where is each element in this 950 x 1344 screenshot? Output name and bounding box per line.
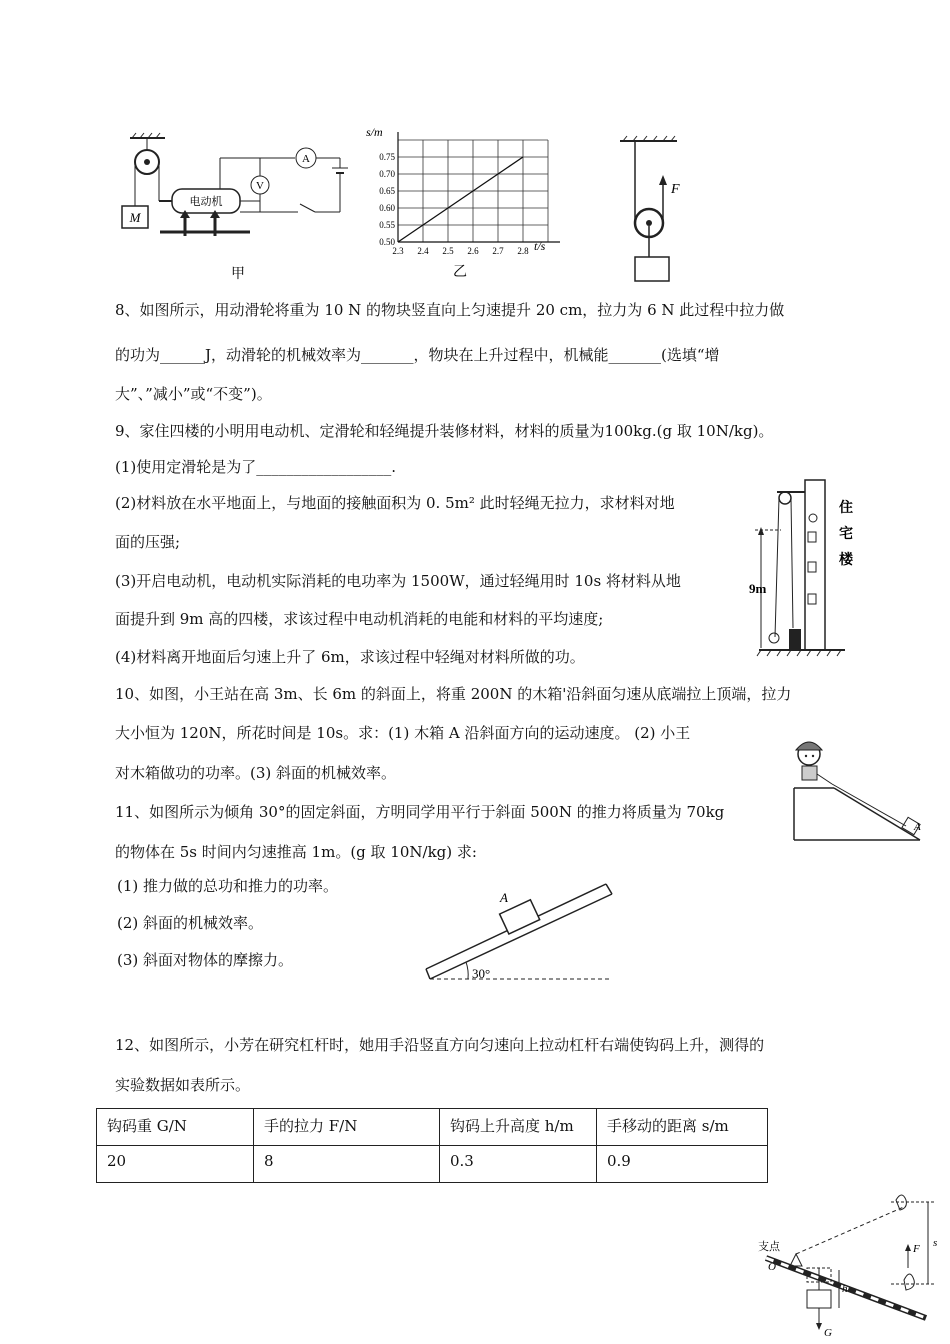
caption-yi: 乙 xyxy=(453,265,467,280)
f-label: F xyxy=(913,1243,920,1255)
q8-line-2: 的功为______J，动滑轮的机械效率为_______，物块在上升过程中，机械能_______(选填“增 xyxy=(115,346,720,364)
table-cell: 0.9 xyxy=(597,1146,768,1183)
s-label: s xyxy=(933,1237,938,1249)
q11-line-2: 的物体在 5s 时间内匀速推高 1m。(g 取 10N/kg) 求: xyxy=(115,843,477,861)
force-label: F xyxy=(671,182,680,197)
q11-part-3: (3) 斜面对物体的摩擦力。 xyxy=(117,951,294,969)
table-cell: 20 xyxy=(97,1146,254,1183)
block-label: A xyxy=(500,890,508,905)
chart-x-tick-label: 2.8 xyxy=(517,246,529,256)
chart-x-tick-label: 2.3 xyxy=(392,246,404,256)
q11-line-1: 11、如图所示为倾角 30°的固定斜面，方明同学用平行于斜面 500N 的推力将质量为 70kg xyxy=(115,803,725,821)
chart-x-axis-label: t/s xyxy=(534,239,546,253)
q10-line-2: 大小恒为 120N，所花时间是 10s。求：(1) 木箱 A 沿斜面方向的运动速度。 (2) 小王 xyxy=(115,724,691,742)
chart-y-tick-label: 0.55 xyxy=(379,220,395,230)
chart-x-tick-label: 2.4 xyxy=(417,246,429,256)
q9-line-1: 9、家住四楼的小明用电动机、定滑轮和轻绳提升装修材料，材料的质量为100kg.(g 取 10N/kg)。 xyxy=(115,422,774,440)
motor-label: 电动机 xyxy=(189,196,223,208)
fulcrum-label: 支点 xyxy=(758,1241,780,1253)
table-row xyxy=(97,1146,768,1183)
ammeter-label: A xyxy=(302,153,310,165)
table-header-cell: 手的拉力 F/N xyxy=(254,1109,440,1146)
lever-data-table xyxy=(96,1108,768,1183)
q9-part-4: (4)材料离开地面后匀速上升了 6m，求该过程中轻绳对材料所做的功。 xyxy=(115,648,585,666)
height-label: 9m xyxy=(749,581,767,596)
table-header-cell: 钩码重 G/N xyxy=(97,1109,254,1146)
chart-x-tick-label: 2.7 xyxy=(492,246,504,256)
figure-movable-pulley xyxy=(605,135,700,287)
chart-y-tick-label: 0.70 xyxy=(379,169,395,179)
q9-part-2b: 面的压强; xyxy=(115,533,181,551)
figure-30-degree-incline xyxy=(420,880,620,985)
q8-line-3: 大”、”减小”或“不变”)。 xyxy=(115,385,272,403)
box-label: A xyxy=(914,821,921,833)
q11-part-2: (2) 斜面的机械效率。 xyxy=(117,914,264,932)
mass-label: M xyxy=(129,210,141,225)
q9-part-3a: (3)开启电动机，电动机实际消耗的电功率为 1500W，通过轻绳用时 10s 将材料从地 xyxy=(115,572,681,590)
table-header-row xyxy=(97,1109,768,1146)
table-header-cell: 手移动的距离 s/m xyxy=(597,1109,768,1146)
q12-line-1: 12、如图所示，小芳在研究杠杆时，她用手沿竖直方向匀速向上拉动杠杆右端使钩码上升，测得的 xyxy=(115,1036,765,1054)
q9-part-1: (1)使用定滑轮是为了__________________. xyxy=(115,458,397,476)
q12-line-2: 实验数据如表所示。 xyxy=(115,1076,251,1094)
chart-y-tick-label: 0.50 xyxy=(379,237,395,247)
table-cell: 0.3 xyxy=(440,1146,597,1183)
chart-y-tick-label: 0.60 xyxy=(379,203,395,213)
g-label: G xyxy=(824,1327,832,1339)
angle-label: 30° xyxy=(472,966,491,981)
figure-incline-person xyxy=(786,730,926,845)
q8-line-1: 8、如图所示，用动滑轮将重为 10 N 的物块竖直向上匀速提升 20 cm，拉力为 6 N 此过程中拉力做 xyxy=(115,301,785,319)
q11-part-1: (1) 推力做的总功和推力的功率。 xyxy=(117,877,339,895)
q10-line-3: 对木箱做功的功率。(3) 斜面的机械效率。 xyxy=(115,764,397,782)
chart-x-tick-label: 2.5 xyxy=(442,246,454,256)
building-label: 住宅楼 xyxy=(839,501,853,568)
q10-line-1: 10、如图，小王站在高 3m、长 6m 的斜面上，将重 200N 的木箱'沿斜面匀速从底端拉上顶端，拉力 xyxy=(115,685,792,703)
figure-lever xyxy=(756,1188,946,1340)
figure-jia xyxy=(110,128,360,288)
h-label: h xyxy=(842,1283,848,1295)
q9-part-2a: (2)材料放在水平地面上，与地面的接触面积为 0. 5m² 此时轻绳无拉力，求材料对地 xyxy=(115,494,675,512)
q9-part-3b: 面提升到 9m 高的四楼，求该过程中电动机消耗的电能和材料的平均速度; xyxy=(115,610,604,628)
chart-series-line xyxy=(398,157,523,242)
figure-building xyxy=(745,472,860,657)
table-header-cell: 钩码上升高度 h/m xyxy=(440,1109,597,1146)
figure-yi-chart xyxy=(362,124,562,292)
caption-jia: 甲 xyxy=(231,267,245,282)
chart-x-tick-label: 2.6 xyxy=(467,246,479,256)
chart-y-axis-label: s/m xyxy=(366,125,383,139)
chart-y-tick-label: 0.65 xyxy=(379,186,395,196)
table-cell: 8 xyxy=(254,1146,440,1183)
chart-y-tick-label: 0.75 xyxy=(379,152,395,162)
voltmeter-label: V xyxy=(256,180,264,192)
o-label: O xyxy=(768,1261,776,1273)
